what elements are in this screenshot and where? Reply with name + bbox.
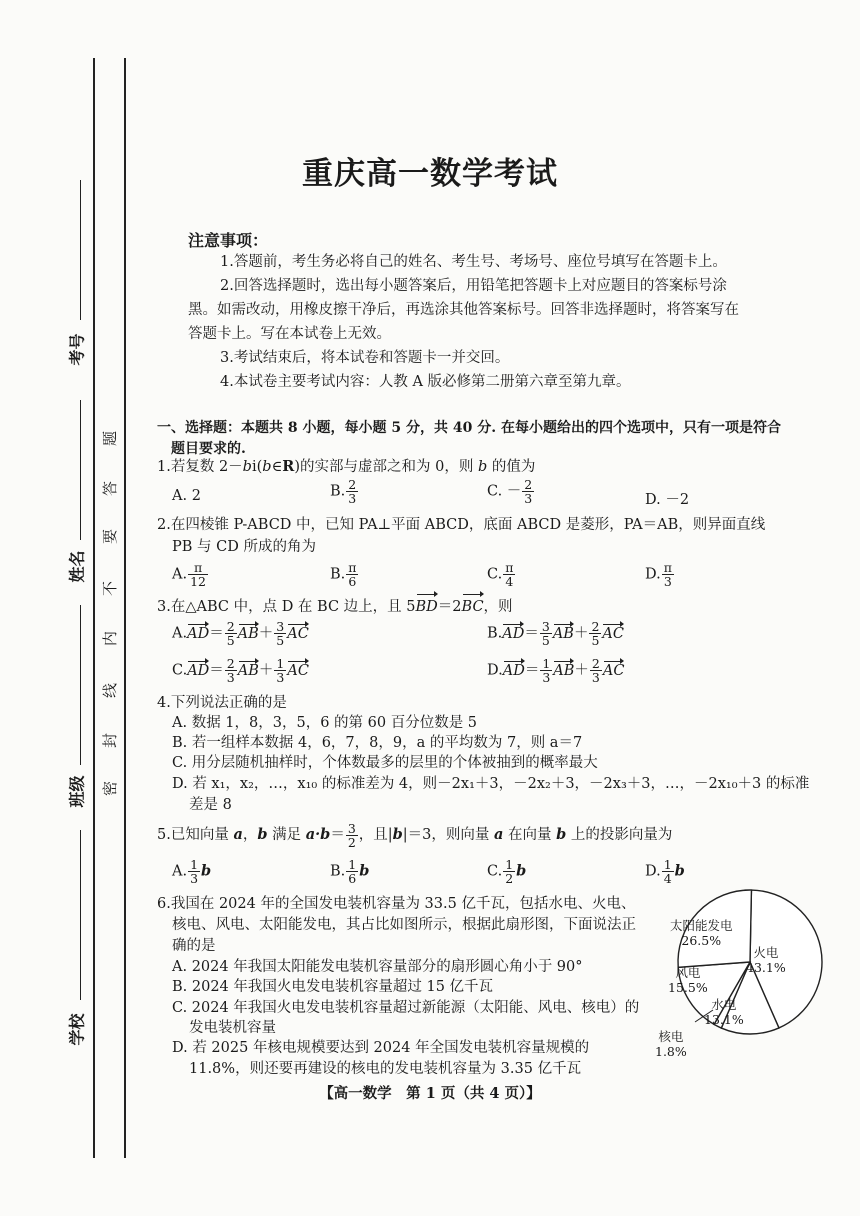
pie-label-solar: 太阳能发电 26.5% (670, 918, 733, 948)
q6-line3: 确的是 (172, 938, 216, 954)
q4-option-c[interactable]: C. 用分层随机抽样时，个体数最多的层里的个体被抽到的概率最大 (172, 755, 598, 771)
q3-option-c[interactable]: C.AD＝ $\frac{2}{3}$ AB＋ $\frac{1}{3}$ AC (172, 656, 309, 685)
note-2: 2.回答选择题时，选出每小题答案后，用铅笔把答题卡上对应题目的答案标号涂 (220, 278, 727, 294)
q2-option-b[interactable]: B. $\frac{\pi}{6}$ (330, 560, 357, 589)
pie-label-hydro: 水电 13.1% (704, 997, 744, 1027)
q5-option-c[interactable]: C. $\frac{1}{2}$ b (487, 857, 527, 886)
q3-option-d[interactable]: D.AD＝ $\frac{1}{3}$ AB＋ $\frac{2}{3}$ AC (487, 656, 625, 685)
q5-option-d[interactable]: D. $\frac{1}{4}$ b (645, 857, 685, 886)
xuexiao-blank[interactable] (80, 830, 81, 1000)
q2-line1: 2.在四棱锥 P-ABCD 中，已知 PA⊥平面 ABCD，底面 ABCD 是菱形，PA＝AB，则异面直线 (157, 517, 766, 533)
q1-option-c[interactable]: C. － $\frac{2}{3}$ (487, 477, 533, 506)
xingming-label: 姓名 (67, 550, 87, 583)
q2-option-c[interactable]: C. $\frac{\pi}{4}$ (487, 560, 514, 589)
q4-option-d-line2: 差是 8 (189, 797, 232, 813)
q6-option-c-line1[interactable]: C. 2024 年我国火电发电装机容量超过新能源（太阳能、风电、核电）的 (172, 1000, 640, 1016)
q6-option-d-line1[interactable]: D. 若 2025 年核电规模要达到 2024 年全国发电装机容量规模的 (172, 1040, 590, 1056)
section1-line2: 题目要求的. (171, 441, 246, 457)
q4-stem: 4.下列说法正确的是 (157, 695, 287, 711)
exam-title: 重庆高一数学考试 (302, 156, 558, 192)
section1-line1: 一、选择题：本题共 8 小题，每小题 5 分，共 40 分. 在每小题给出的四个选项中，只有一项是符合 (157, 420, 781, 436)
q3-stem: 3.在△ABC 中，点 D 在 BC 边上，且 5BD＝2BC，则 (157, 596, 513, 618)
seal-char-8: 密 (101, 780, 120, 797)
pie-label-thermal: 火电 43.1% (746, 945, 786, 975)
q2-option-a[interactable]: A. $\frac{\pi}{12}$ (172, 560, 206, 589)
q6-option-c-line2: 发电装机容量 (189, 1020, 276, 1036)
pie-label-wind: 风电 15.5% (668, 965, 708, 995)
seal-char-4: 不 (101, 580, 120, 597)
q5-option-b[interactable]: B. $\frac{1}{6}$ b (330, 857, 370, 886)
q1-option-b[interactable]: B. $\frac{2}{3}$ (330, 477, 357, 506)
q1-option-a[interactable]: A. 2 (172, 488, 201, 504)
q4-option-a[interactable]: A. 数据 1，8，3，5，6 的第 60 百分位数是 5 (172, 715, 478, 731)
q6-option-a[interactable]: A. 2024 年我国太阳能发电装机容量部分的扇形圆心角小于 90° (172, 959, 583, 975)
q6-option-d-line2: 11.8%，则还要再建设的核电的发电装机容量为 3.35 亿千瓦 (189, 1061, 582, 1077)
seal-char-1: 题 (101, 430, 120, 447)
notes-heading: 注意事项： (188, 231, 269, 250)
q5-stem: 5.已知向量 a，b 满足 a·b＝ $\frac{3}{2}$ ，且|b|＝3，则向量 a 在向量 b 上的投影向量为 (157, 820, 673, 850)
q6-line1: 6.我国在 2024 年的全国发电装机容量为 33.5 亿千瓦，包括水电、火电、 (157, 896, 636, 912)
note-4: 4.本试卷主要考试内容：人教 A 版必修第二册第六章至第九章。 (220, 374, 631, 390)
page-footer: 【高一数学 第 1 页（共 4 页）】 (319, 1085, 541, 1102)
q3-option-b[interactable]: B.AD＝ $\frac{3}{5}$ AB＋ $\frac{2}{5}$ AC (487, 619, 624, 648)
q1-option-d[interactable]: D. －2 (645, 492, 690, 508)
q6-line2: 核电、风电、太阳能发电，其占比如图所示，根据此扇形图，下面说法正 (172, 917, 636, 933)
seal-char-2: 答 (101, 480, 120, 497)
xuexiao-label: 学校 (67, 1013, 87, 1046)
note-2-cont2: 答题卡上。写在本试卷上无效。 (188, 326, 391, 342)
binding-line-inner (124, 58, 126, 1158)
seal-char-3: 要 (101, 528, 120, 545)
q5-option-a[interactable]: A. $\frac{1}{3}$ b (172, 857, 212, 886)
q4-option-d-line1[interactable]: D. 若 x₁，x₂，…，x₁₀ 的标准差为 4，则－2x₁＋3，－2x₂＋3，－2x₃＋3，…，－2x₁₀＋3 的标准 (172, 776, 810, 792)
pie-label-nuclear: 核电 1.8% (655, 1029, 687, 1059)
banji-blank[interactable] (80, 605, 81, 765)
q3-option-a[interactable]: A.AD＝ $\frac{2}{5}$ AB＋ $\frac{3}{5}$ AC (172, 619, 309, 648)
binding-line-outer (93, 58, 95, 1158)
q2-option-d[interactable]: D. $\frac{\pi}{3}$ (645, 560, 672, 589)
note-1: 1.答题前，考生务必将自己的姓名、考生号、考场号、座位号填写在答题卡上。 (220, 254, 727, 270)
q6-option-b[interactable]: B. 2024 年我国火电发电装机容量超过 15 亿千瓦 (172, 979, 494, 995)
seal-char-7: 封 (101, 732, 120, 749)
seal-char-5: 内 (101, 630, 120, 647)
q4-option-b[interactable]: B. 若一组样本数据 4，6，7，8，9，a 的平均数为 7，则 a＝7 (172, 735, 583, 751)
note-3: 3.考试结束后，将本试卷和答题卡一并交回。 (220, 350, 510, 366)
kaohao-blank[interactable] (80, 180, 81, 320)
xingming-blank[interactable] (80, 400, 81, 540)
seal-char-6: 线 (101, 682, 120, 699)
banji-label: 班级 (67, 775, 87, 808)
note-2-cont: 黑。如需改动，用橡皮擦干净后，再选涂其他答案标号。回答非选择题时，将答案写在 (188, 302, 739, 318)
q1-stem: 1.若复数 2－bi(b∈R)的实部与虚部之和为 0，则 b 的值为 (157, 458, 536, 475)
q2-line2: PB 与 CD 所成的角为 (172, 539, 316, 555)
kaohao-label: 考号 (67, 333, 87, 366)
